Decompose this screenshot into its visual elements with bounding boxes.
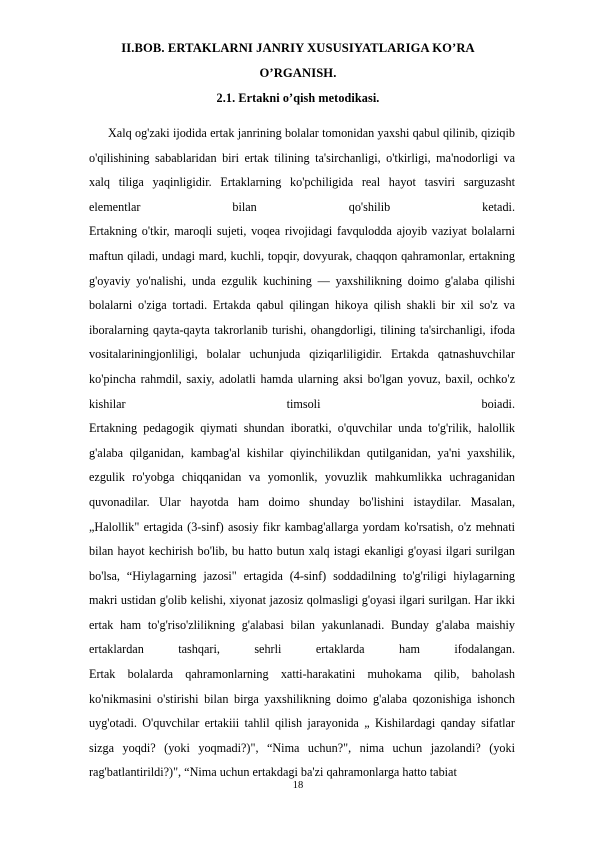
paragraph: Ertakning o'tkir, maroqli sujeti, voqea rivojidagi favqulodda ajoyib vaziyat bolalarni maftun qiladi, undagi mard, kuchli, topqir, dovyurak, chaqqon qahramonlar, ertakning g'oyaviy yo'nalishi, unda ezgulik kuchining — yaxshilikning doimo g'alaba qilishi bolalarni o'ziga tortadi. Ertakda qabul qilingan hikoya qilish shakli bir xil so'z va iboralarning qayta-qayta takrorlanib turishi, ohangdorligi, tilining ta'sirchanligi, ifoda vositalariningjonliligi, bolalar uchunjuda qiziqarliligidir. Ertakda qatnashuvchilar ko'pincha rahmdil, saxiy, adolatli hamda ularning aksi bo'lgan yovuz, baxil, ochko'z kishilar timsoli boiadi.	[89, 224, 515, 411]
chapter-heading: II.BOB. ERTAKLARNI JANRIY XUSUSIYATLARIGA KO’RA	[121, 41, 475, 55]
paragraph: Ertak bolalarda qahramonlarning xatti-harakatini muhokama qilib, baholash ko'nikmasini o'stirishi bilan birga yaxshilikning doimo g'alaba qozonishiga ishonch uyg'otadi. O'quvchilar ertakiii tahlil qilish jarayonida „ Kishilardagi qanday sifatlar sizga yoqdi? (yoki yoqmadi?)", “Nima uchun?", nima uchun jazolandi? (yoki rag'batlantirildi?)", “Nima uchun ertakdagi ba'zi qahramonlarga hatto tabiat	[89, 667, 515, 780]
section-heading: 2.1. Ertakni o’qish metodikasi.	[216, 91, 380, 105]
chapter-heading-continued: O’RGANISH.	[259, 66, 337, 80]
body-text	[89, 121, 515, 785]
paragraph: Ertakning pedagogik qiymati shundan iboratki, o'quvchilar unda to'g'rilik, halollik g'alaba qilganidan, kambag'al kishilar qiyinchilikdan qutilganidan, ya'ni yaxshilik, ezgulik ro'yobga chiqqanidan va yomonlik, yovuzlik mahkumlikka uchraganidan quvonadilar. Ular hayotda ham doimo shunday bo'lishini istaydilar. Masalan, „Halollik" ertagida (3-sinf) asosiy fikr kambag'allarga yordam ko'rsatish, o'z mehnati bilan hayot kechirish bo'lib, bu hatto butun xalq istagi ekanligi g'oyasi ilgari surilgan bo'lsa, “Hiylagarning jazosi" ertagida (4-sinf) soddadilning to'g'riligi hiylagarning makri ustidan g'olib kelishi, xiyonat jazosiz qolmasligi g'oyasi ilgari surilgan. Har ikki ertak ham to'g'riso'zlilikning g'alabasi bilan yakunlanadi. Bunday g'alaba maishiy ertaklardan tashqari, sehrli ertaklarda ham ifodalangan.	[89, 421, 515, 657]
page-number: 18	[292, 780, 304, 791]
paragraph: Xalq og'zaki ijodida ertak janrining bolalar tomonidan yaxshi qabul qilinib, qiziqib o'qilishining sabablaridan biri ertak tilining ta'sirchanligi, o'tkirligi, ma'nodorligi va xalq tiliga yaqinligidir. Ertaklarning ko'pchiligida real hayot tasviri sarguzasht elementlar bilan qo'shilib ketadi.	[89, 126, 515, 214]
